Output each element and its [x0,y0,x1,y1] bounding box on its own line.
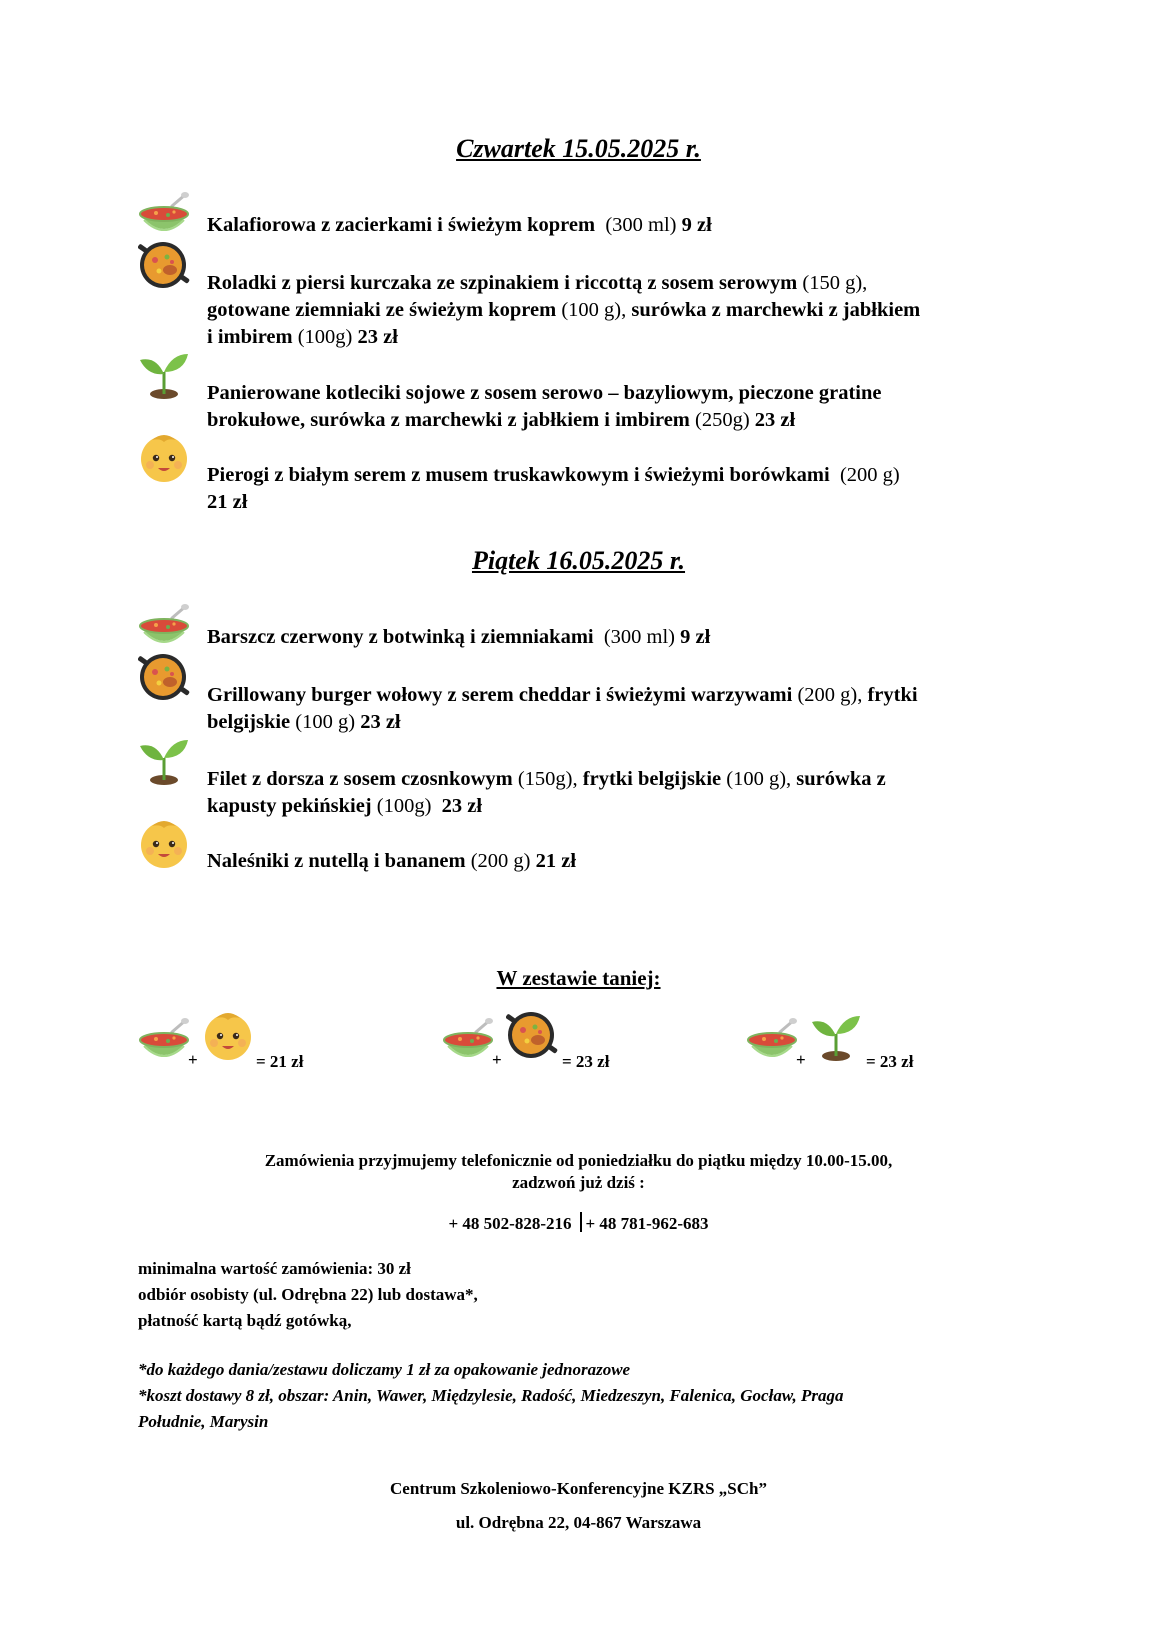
dish-price: 23 zł [357,326,398,348]
paella-pan-icon [138,240,190,292]
dish-price: 9 zł [680,626,711,648]
phone-numbers [0,1212,1157,1235]
paella-pan-icon [138,652,190,704]
order-conditions: minimalna wartość zamówienia: 30 zł odbiór osobisty (ul. Odrębna 22) lub dostawa*, płatność kartą bądź gotówką, [138,1259,478,1330]
paella-pan-icon [506,1010,558,1062]
seedling-icon [810,1010,862,1062]
baby-face-icon [202,1010,254,1062]
phone-1[interactable]: + 48 502-828-216 [448,1214,572,1233]
plus-sign: + [492,1050,502,1069]
dish-price: 21 zł [207,491,248,513]
day-title-friday: Piątek 16.05.2025 r. [471,546,686,575]
dish-price: 9 zł [681,214,712,236]
combo-price: = 23 zł [866,1052,914,1071]
dish-portion: (300 ml) [605,214,677,236]
dish-name: Kalafiorowa z zacierkami i świeżym koprem [207,214,596,236]
combo-price: = 21 zł [256,1052,304,1071]
combo-price: = 23 zł [562,1052,610,1071]
combo-title: W zestawie taniej: [496,966,661,990]
dish-price: 23 zł [360,711,401,733]
soup-bowl-icon [138,190,190,242]
day-title-thursday: Czwartek 15.05.2025 r. [456,134,701,163]
soup-bowl-icon [138,602,190,654]
dish-price: 23 zł [441,795,483,817]
organization-address: ul. Odrębna 22, 04-867 Warszawa [455,1513,702,1532]
plus-sign: + [796,1050,806,1069]
organization-name: Centrum Szkoleniowo-Konferencyjne KZRS „SCh” [390,1479,767,1498]
orders-info: Zamówienia przyjmujemy telefonicznie od poniedziałku do piątku między 10.00-15.00, zadzwoń już dziś : [264,1151,893,1192]
seedling-icon [138,348,190,400]
separator [580,1212,582,1232]
seedling-icon [138,734,190,786]
dish-price: 21 zł [535,850,577,872]
soup-bowl-icon [442,1016,494,1068]
baby-face-icon [138,818,190,870]
soup-bowl-icon [138,1016,190,1068]
menu-page: Czwartek 15.05.2025 r. Kalafiorowa z zacierkami i świeżym koprem (300 ml) 9 zł Roladki z piersi kurczaka ze szpinakiem i riccottą z sosem serowym (150 g), gotowane ziemniaki ze świeżym koprem (100 g), surówka z marchewki z jabłkiem i imbirem (100g) 23 zł Panierowane kotleciki sojowe z sosem serowo – bazyliowym, pieczone gratine brokułowe, surówka z marchewki z jabłkiem i imbirem (250g) 23 zł Pierogi z białym serem z musem truskawkowym i świeżymi borówkami (200 g) 21 zł Piątek 16.05.2025 r. Barszcz czerwony z botwinką i ziemniakami (300 ml) 9 zł Grillowany burger wołowy z serem cheddar i świeżymi warzywami (200 g), frytki belgijskie (100 g) 23 zł Filet z dorsza z sosem czosnkowym (150g), frytki belgijskie (100 g), surówka z kapusty pekińskiej (100g) 23 zł Naleśniki z nutellą i bananem (200 g) 21 zł W zestawie taniej: + = 21 zł + = 23 zł + = 23 zł Zamówienia przyjmujemy telefonicznie od poniedziałku do piątku między 10.00-15.00, zadzwoń już dziś : + 48 502-828-216 + 48 781-962-683 minimalna wartość zamówienia: 30 zł odbiór osobisty (ul. Odrębna 22) lub dostawa*, płatność kartą bądź gotówką, *do każdego dania/zestawu doliczamy 1 zł za opakowanie jednorazowe *koszt dostawy 8 zł, obszar: Anin, Wawer, Międzylesie, Radość, Miedzeszyn, Falenica, Gocław, Praga Południe, Marysin Centrum Szkoleniowo-Konferencyjne KZRS „SCh” ul. Odrębna 22, 04-867 Warszawa [0,0,1157,1637]
footnotes: *do każdego dania/zestawu doliczamy 1 zł za opakowanie jednorazowe *koszt dostawy 8 zł, obszar: Anin, Wawer, Międzylesie, Radość, Miedzeszyn, Falenica, Gocław, Praga Południe, Marysin [138,1360,844,1431]
plus-sign: + [188,1050,198,1069]
baby-face-icon [138,432,190,484]
phone-2[interactable]: + 48 781-962-683 [585,1214,709,1233]
soup-bowl-icon [746,1016,798,1068]
dish-price: 23 zł [754,409,796,431]
